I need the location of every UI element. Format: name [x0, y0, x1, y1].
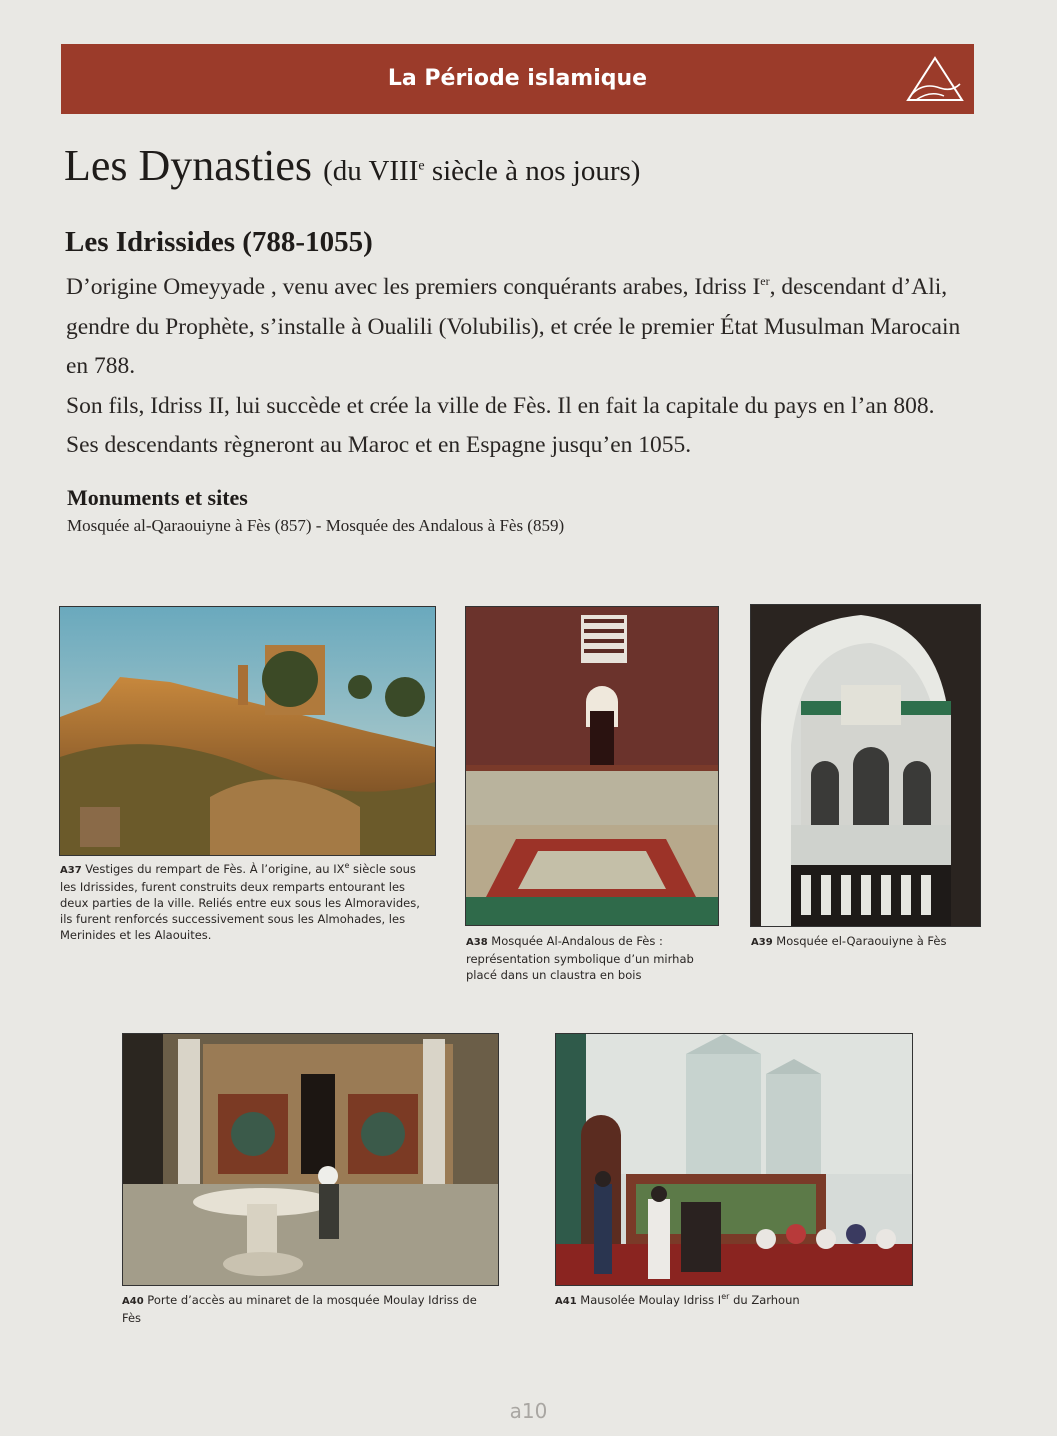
banner-title: La Période islamique	[387, 66, 648, 91]
photo-a39-qaraouiyne	[750, 604, 981, 927]
caption-a37: A37 Vestiges du rempart de Fès. À l’origine, au IXe siècle sous les Idrissides, furent construits deux remparts entourant les deux parties de la ville. Reliés entre eux sous les Almoravides, ils furent renforcés successivement sous les Almohades, les Merinides et les Alaouites.	[60, 861, 420, 942]
caption-a39: A39 Mosquée el-Qaraouiyne à Fès	[751, 934, 947, 948]
section-heading: Les Idrissides (788-1055)	[65, 226, 373, 258]
monuments-list: Mosquée al-Qaraouiyne à Fès (857) - Mosquée des Andalous à Fès (859)	[67, 516, 565, 535]
page-title	[64, 140, 640, 191]
paragraph-1: D’origine Omeyyade , venu avec les premiers conquérants arabes, Idriss Ier, descendant d’Ali, gendre du Prophète, s’installe à Oualili (Volubilis), et crée le premier État Musulman Marocain en 788.	[66, 274, 961, 379]
section-body	[66, 268, 971, 466]
triangle-logo-icon	[904, 54, 966, 106]
page-number: a10	[509, 1399, 548, 1423]
title-subtitle: (du VIIIe siècle à nos jours)	[323, 155, 641, 187]
photo-a38-mirhab	[465, 606, 719, 926]
photo-a40-minaret-door	[122, 1033, 499, 1286]
photo-a41-mausoleum	[555, 1033, 913, 1286]
caption-a38: A38 Mosquée Al-Andalous de Fès : représentation symbolique d’un mirhab placé dans un claustra en bois	[466, 934, 694, 982]
paragraph-2: Son fils, Idriss II, lui succède et crée la ville de Fès. Il en fait la capitale du pays en l’an 808. Ses descendants règneront au Maroc et en Espagne jusqu’en 1055.	[66, 392, 935, 458]
caption-a40: A40 Porte d’accès au minaret de la mosquée Moulay Idriss de Fès	[122, 1293, 477, 1325]
caption-a41: A41 Mausolée Moulay Idriss Ier du Zarhoun	[555, 1292, 800, 1307]
section-banner	[61, 44, 974, 114]
monuments-heading: Monuments et sites	[67, 485, 248, 510]
photo-a37-rampart	[59, 606, 436, 856]
title-main: Les Dynasties	[64, 141, 313, 190]
